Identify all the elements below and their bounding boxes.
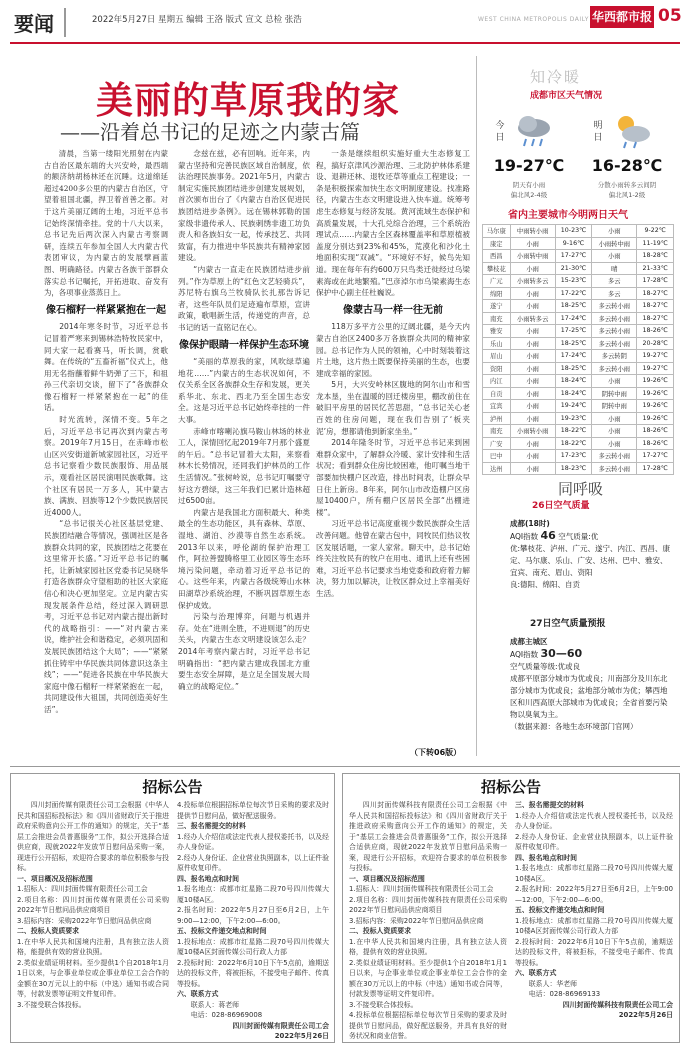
tender-signature: 2022年5月26日: [274, 1032, 329, 1040]
today-temp: 18-23℃: [555, 462, 592, 475]
city-name: 雅安: [483, 325, 511, 338]
tomorrow-weather: 小雨: [592, 437, 637, 450]
city-weather-row: [483, 400, 674, 413]
tomorrow-temp: 17-28℃: [637, 462, 674, 475]
tomorrow-temp: 19-26℃: [637, 387, 674, 400]
tomorrow-temp: 19-27℃: [637, 350, 674, 363]
tender-paragraph: 1.投标地点：成都市红星路二段70号四川传媒大厦10楼A区封面传媒公司行政人力部: [177, 937, 329, 956]
tender-paragraph: 2.经办人身份证、企业营业执照副本，以上证件验原件收复印件。: [177, 853, 329, 872]
today-weather: 小雨: [510, 262, 555, 275]
today-weather: 小雨转多云: [510, 275, 555, 288]
tender-paragraph: 1.报名地点：成都市红星路二段70号四川传媒大厦10楼A区。: [177, 885, 329, 904]
today-weather: 小雨: [510, 362, 555, 375]
tender-paragraph: 2.投标时间：2022年6月10日下午5点前，逾期送达的投标文件，将被拒标，不接受电子邮件、传真等投标。: [177, 958, 329, 988]
today-temp: 17-22℃: [555, 287, 592, 300]
page-number: 05: [658, 6, 682, 26]
tomorrow-label: 明日: [593, 121, 603, 143]
city-weather-row: [483, 362, 674, 375]
tender-section-heading: 三、报名需提交的材料: [177, 822, 246, 830]
tender-section-heading: 二、投标人资质要求: [17, 927, 80, 935]
tender-section-heading: 一、项目概况及招标范围: [349, 874, 425, 883]
today-temp: 18-25℃: [555, 362, 592, 375]
tender-section-heading: 六、联系方式: [515, 969, 557, 977]
aqi-label: AQI指数: [510, 532, 539, 541]
today-weather: 小雨: [510, 412, 555, 425]
city-weather-row: [483, 250, 674, 263]
tender-paragraph: 电话：028-86969008: [190, 1011, 263, 1019]
today-weather: 小雨: [510, 287, 555, 300]
tender-paragraph: 1.在中华人民共和国境内注册，具有独立法人资格，能提供有效的营业执照。: [17, 937, 169, 956]
city-weather-row: [483, 387, 674, 400]
tomorrow-weather: 多云转阴: [592, 350, 637, 363]
tomorrow-temp: 18-27℃: [637, 300, 674, 313]
air-quality-forecast: [510, 636, 674, 733]
city-name: 马尔康: [483, 225, 511, 238]
today-temp: 17-25℃: [555, 325, 592, 338]
tender-column: [177, 800, 329, 1042]
tender-paragraph: 联系人：蒋老师: [190, 1000, 240, 1009]
city-weather-row: [483, 300, 674, 313]
tomorrow-temp: 18-26℃: [637, 325, 674, 338]
tomorrow-temp: 20-28℃: [637, 337, 674, 350]
tender-paragraph: 4.投标单位根据招标单位每次节日采购的要求及时提供节日慰问品，做好配送服务。: [177, 801, 329, 820]
tomorrow-weather: 多云转小雨: [592, 462, 637, 475]
today-weather: 小雨: [510, 387, 555, 400]
air-title: 同呼吸: [558, 480, 604, 498]
tender-section-heading: 二、投标人资质要求: [349, 927, 412, 935]
today-weather: 小雨: [510, 450, 555, 463]
city-weather-row: [483, 437, 674, 450]
today-temp: 18-22℃: [555, 425, 592, 438]
tomorrow-weather: 小雨转中雨: [592, 237, 637, 250]
today-temp: 18-25℃: [555, 337, 592, 350]
paragraph: 一条是继续组织实施好重大生态修复工程，搞好京津风沙源治理、三北防护林体系建设、退耕还林、退牧还草等重点工程建设；一条是积极探索加快生态文明制度建设。找准路径，内蒙古生态文明建设进入快车道。统筹考虑生态修复与经济发展。黄河流域生态保护和高质量发展，十大孔兑综合治理，三个系统治理试点……内蒙古全区森林覆盖率和草原植被盖度分别达到23%和45%，荒漠化和沙化土地面积实现“双减”。“环境好不好，候鸟先知道。现在每年有约600万只鸟类迁徙经过乌梁素海或在此地繁殖。”巴彦淖尔市乌梁素海生态保护中心副主任杜巍说。: [316, 149, 470, 298]
city-name: 内江: [483, 375, 511, 388]
paragraph: 习近平总书记高度重视少数民族群众生活改善问题。他曾在蒙古包中，同牧民们热议牧区发展话题，一家人家常。聊天中，总书记始终关注牧民有的牧户在用电、通讯上还有些困难，习近平总书记要求当地党委和政府着力解决，努力加以解决，让牧区群众过上幸福美好生活。: [316, 519, 470, 598]
city-name: 乐山: [483, 337, 511, 350]
tender-paragraph: 2.经办人身份证、企业营业执照副本，以上证件验原件收复印件。: [515, 832, 673, 851]
today-weather: 小雨转小雨: [510, 425, 555, 438]
tomorrow-temp: 21-33℃: [637, 262, 674, 275]
today-temp: 17-24℃: [555, 312, 592, 325]
tender-section-heading: 四、报名地点和时间: [515, 853, 578, 862]
tender-signature: 四川封面传媒有限责任公司工会: [232, 1021, 329, 1030]
air-good-cities: 良:德阳、绵阳、自贡: [510, 580, 581, 589]
tomorrow-weather: 多云: [592, 275, 637, 288]
air-city: 成都(18时): [510, 519, 550, 528]
tomorrow-temp: 18-28℃: [637, 250, 674, 263]
tender-paragraph: 1.经办人介绍信或法定代表人授权委托书，以及经办人身份证。: [177, 832, 329, 851]
tender-section-heading: 三、报名需提交的材料: [515, 801, 584, 809]
tender-signature: 2022年5月26日: [618, 1011, 673, 1019]
city-weather-row: [483, 262, 674, 275]
city-weather-row: [483, 337, 674, 350]
city-name: 广元: [483, 275, 511, 288]
tomorrow-weather: 小雨: [592, 412, 637, 425]
today-wind: 偏北风2-4级: [510, 191, 548, 199]
paragraph: 内蒙古是我国北方面积最大、种类最全的生态功能区，具有森林、草原、湿地、湖泊、沙漠等自然生态系统。2013年以来，呼伦湖的保护治理工作，阿拉善盟腾格里工业园区等生态环境污染问题，牵动着习近平总书记的心。这些年来，内蒙古各级统筹山水林田湖草沙系统治理，不断巩固草原生态保护成效。: [178, 507, 310, 610]
air-excellent-cities: 优:攀枝花、泸州、广元、遂宁、内江、西昌、康定、马尔康、乐山、广安、达州、巴中、雅安、宜宾、南充、眉山、资阳: [510, 544, 671, 577]
weather-title: 知冷暖: [530, 68, 582, 86]
tomorrow-weather: 阴转中雨: [592, 400, 637, 413]
tender-notice-right: [342, 773, 680, 1043]
issue-meta: 2022年5月27日 星期五 编辑 王洛 版式 宣文 总检 张浩: [92, 15, 302, 25]
tomorrow-wind: 偏北风1-2级: [608, 191, 646, 199]
paragraph: 5月，大兴安岭林区腹地的阿尔山市和雪龙本垦，坐在温暖的回迁楼房里，棚改前住在破旧平房里的居民忆苦思甜，“总书记关心老百姓的住房问题，现在我们告别了‘板夹泥’房，想都请他到新家坐坐。”: [316, 380, 470, 436]
forecast-aqi-label: AQI指数: [510, 650, 539, 659]
english-masthead: WEST CHINA METROPOLIS DAILY: [478, 16, 589, 23]
tender-notice-left: [10, 773, 335, 1043]
today-temp: 18-24℃: [555, 387, 592, 400]
cities-weather-title: 省内主要城市今明两日天气: [508, 210, 628, 221]
section-name: 要闻: [14, 8, 66, 37]
data-source: （数据来源：各地生态环境部门官网）: [510, 722, 638, 731]
tender-section-heading: 一、项目概况及招标范围: [17, 874, 93, 883]
tomorrow-temp: 17-27℃: [637, 450, 674, 463]
city-name: 宜宾: [483, 400, 511, 413]
tender-section-heading: 六、联系方式: [177, 990, 219, 998]
city-name: 康定: [483, 237, 511, 250]
air-quality-today: [510, 518, 674, 591]
today-temp: 21-30℃: [555, 262, 592, 275]
tomorrow-temp: 18-27℃: [637, 312, 674, 325]
sun-cloud-icon: [612, 112, 652, 150]
city-weather-row: [483, 237, 674, 250]
city-weather-row: [483, 312, 674, 325]
newspaper-logo: 华西都市报: [590, 6, 654, 28]
today-weather: 小雨: [510, 237, 555, 250]
tender-paragraph: 1.招标人：四川封面传媒有限责任公司工会: [17, 885, 148, 893]
today-weather: 小雨: [510, 300, 555, 313]
continued-note: （下转06版）: [410, 748, 462, 757]
forecast-title: 27日空气质量预报: [530, 619, 606, 629]
tomorrow-temp: 18-26℃: [637, 437, 674, 450]
tender-paragraph: 四川封面传媒有限责任公司工会根据《中华人民共和国招标投标法》和《四川省财政厅关于推进政府采购意向公开工作的通知》的规定，关于“基层工会推进会员普惠服务”工作，拟公开选择合适供应商，现就2022年发放节日慰问品采购一案，现进行公开招标，欢迎符合要求的单位积极参与投标。: [17, 801, 169, 872]
column-divider: [476, 56, 477, 756]
tender-paragraph: 2.类似业绩证明材料。至少提供1个自2018年1月1日以来，与企事业单位或企事业单位工会合作的金额在30万元以上的中标（中选）通知书或合同等，付款发票等证明文件复印件。: [349, 958, 507, 998]
today-temp: 17-27℃: [555, 250, 592, 263]
paragraph: “总书记很关心社区基层党建、民族团结融合等情况，强调社区是各族群众共同的家，民族团结之花要在这里常开长盛。”习近平总书记的嘱托，让新城家园社区党委书记吴晓华打造各族群众守望相助的社区大家庭信心和决心更加坚定。立足内蒙古实现发展条件总结，经过深入调研思考，习近平总书记对内蒙古提出新时代的战略指引：——“对内蒙古来说，维护社会和谐稳定，必须巩固和发展民族团结这个大局”；——“紧紧抓住铸牢中华民族共同体意识这条主线”；——“促进各民族在中华民族大家庭中像石榴籽一样紧紧抱在一起，共同建设伟大祖国，共同创造美好生活”。: [44, 519, 168, 714]
tender-paragraph: 联系人：华老师: [528, 979, 578, 988]
today-weather: 小雨: [510, 400, 555, 413]
city-name: 南充: [483, 425, 511, 438]
today-condition: 阴天有小雨: [512, 181, 546, 189]
tender-paragraph: 2.类似业绩证明材料。至少提供1个自2018年1月1日以来，与企事业单位或企事业单位工会合作的金额在30万元以上的中标（中选）通知书或合同等，付款发票等证明文件复印件。: [17, 958, 169, 998]
today-temp: 18-25℃: [555, 300, 592, 313]
tender-paragraph: 1.报名地点：成都市红星路二段70号四川传媒大厦10楼A区。: [515, 864, 673, 883]
paragraph: 污染与治理博弈，问题与机遇并存。处在“进则全胜，不进则退”的历史关头，内蒙古生态文明建设该怎么走？2014年考察内蒙古时，习近平总书记明确指出：“把内蒙古建成我国北方重要生态安全屏障，是立足全国发展大局确立的战略定位。”: [178, 612, 310, 691]
tender-paragraph: 1.投标地点：成都市红星路二段70号四川传媒大厦10楼A区封面传媒公司行政人力部: [515, 916, 673, 935]
tender-paragraph: 2.项目名称：四川封面传媒科技有限责任公司采购2022年节日慰问品供应商项目: [349, 895, 507, 914]
tomorrow-weather: 小雨: [592, 375, 637, 388]
section-heading: 像保护眼睛一样保护生态环境: [179, 339, 309, 351]
section-heading: 像蒙古马一样一往无前: [343, 304, 443, 316]
tomorrow-temp: 19-26℃: [637, 375, 674, 388]
tomorrow-weather: 小雨: [592, 250, 637, 263]
today-weather: 小雨转多云: [510, 312, 555, 325]
air-banner: 26日空气质量: [532, 501, 590, 511]
air-grade: 空气质量:优: [558, 532, 599, 541]
today-temp: 19-23℃: [555, 412, 592, 425]
city-weather-row: [483, 412, 674, 425]
tender-section-heading: 四、报名地点和时间: [177, 874, 240, 883]
tender-paragraph: 2.投标时间：2022年6月10日下午5点前，逾期送达的投标文件，将被拒标，不接受电子邮件、传真等投标。: [515, 937, 673, 967]
article-column-1: [44, 148, 168, 758]
tomorrow-temp: 19-27℃: [637, 362, 674, 375]
tender-paragraph: 1.招标人：四川封面传媒科技有限责任公司工会: [349, 885, 494, 893]
article-column-2: [178, 148, 310, 758]
tender-paragraph: 1.在中华人民共和国境内注册，具有独立法人资格，提供有效的营业执照。: [349, 937, 507, 956]
city-name: 资阳: [483, 362, 511, 375]
tender-section-heading: 五、投标文件递交地点和时间: [515, 906, 605, 914]
tender-signature: 四川封面传媒科技有限责任公司工会: [562, 1000, 673, 1009]
tender-title: 招标公告: [480, 778, 541, 796]
city-name: 西昌: [483, 250, 511, 263]
today-weather: 小雨: [510, 337, 555, 350]
tomorrow-condition: 分散小雨转多云间阴: [597, 181, 657, 189]
tomorrow-temp: 11-19℃: [637, 237, 674, 250]
city-weather-row: [483, 350, 674, 363]
cities-weather-table: [482, 224, 674, 475]
city-name: 遂宁: [483, 300, 511, 313]
tender-paragraph: 1.经办人介绍信或法定代表人授权委托书，以及经办人身份证。: [515, 811, 673, 830]
today-temp: 18-24℃: [555, 375, 592, 388]
city-name: 达州: [483, 462, 511, 475]
tomorrow-temp: 19-26℃: [637, 412, 674, 425]
tender-paragraph: 3.招标内容：采购2022年节日慰问品供应商: [349, 916, 484, 925]
tender-paragraph: 四川封面传媒科技有限责任公司工会根据《中华人民共和国招标投标法》和《四川省财政厅关于推进政府采购意向公开工作的通知》的规定，关于“基层工会推进会员普惠服务”工作，拟公开选择合适供应商，现就2022年发放节日慰问品采购一案，现进行公开招标，欢迎符合要求的单位积极参与投标。: [349, 801, 507, 872]
forecast-city: 成都主城区: [510, 637, 548, 646]
today-weather: 小雨: [510, 462, 555, 475]
page-header: [0, 0, 690, 44]
tomorrow-weather: 小雨: [592, 225, 637, 238]
city-name: 绵阳: [483, 287, 511, 300]
weather-subtitle: 成都市区天气情况: [530, 91, 603, 101]
forecast-aqi-value: 30—60: [540, 647, 583, 660]
tomorrow-weather: 小雨: [592, 425, 637, 438]
tender-section-heading: 五、投标文件递交地点和时间: [177, 927, 267, 935]
tender-title: 招标公告: [142, 778, 203, 796]
tomorrow-temp: 18-26℃: [637, 425, 674, 438]
today-temp: 15-23℃: [555, 275, 592, 288]
tomorrow-temperature: 16-28℃: [591, 156, 663, 175]
today-temp: 9-16℃: [555, 237, 592, 250]
paragraph: 2014年隆冬时节，习近平总书记来到困难群众家中，了解群众冷暖、家计安排和生活状况；看到群众住房比较困难，他叮嘱当地干部要加快棚户区改造，排出时间表，让群众早日住上新房。8年来，阿尔山市改造棚户区房屋10400户，所有棚户区居民全部“出棚进楼”。: [316, 438, 470, 517]
city-weather-row: [483, 287, 674, 300]
tomorrow-weather: 多云转小雨: [592, 312, 637, 325]
paragraph: “美丽的草原我的家，风吹绿草遍地花……”内蒙古的生态状况如何，不仅关系全区各族群众生存和发展，更关系华北、东北、西北乃至全国生态安全。这是习近平总书记始终牵挂的一件大事。: [178, 357, 310, 425]
today-temp: 19-24℃: [555, 400, 592, 413]
tomorrow-weather: 晴: [592, 262, 637, 275]
section-divider: [10, 766, 680, 767]
city-name: 攀枝花: [483, 262, 511, 275]
forecast-grade: 空气质量等级:优或良: [510, 662, 581, 671]
tender-paragraph: 4.投标单位根据招标单位每次节日采购的要求及时提供节日慰问品，做好配送服务，并具有良好的财务状况和商业信誉。: [349, 1011, 507, 1040]
tomorrow-weather: 多云转小雨: [592, 450, 637, 463]
article-column-3: [316, 148, 470, 758]
tender-paragraph: 2.报名时间：2022年5月27日至6月2日，上午9:00—12:00，下午2:00—6:00。: [177, 906, 329, 925]
paragraph: 念兹在兹，必有回响。近年来，内蒙古坚持和完善民族区域自治制度，依法治理民族事务。2021年5月，内蒙古制定实施民族团结进步创建发展规划，首次颁布出台了《内蒙古自治区促进民族团结进步条例》。远在锡林郭勒的国家级非遗传承人、民族刺绣非遗工坊负责人和各族妇女一起，传承技艺、共同致富，有力推进中华民族共有精神家园建设。: [178, 149, 310, 263]
city-name: 泸州: [483, 412, 511, 425]
today-temp: 17-24℃: [555, 350, 592, 363]
header-rule: [10, 42, 680, 44]
tomorrow-temp: 19-26℃: [637, 400, 674, 413]
paragraph: 时光流转，深情不变。5年之后，习近平总书记再次到内蒙古考察。2019年7月15日，在赤峰市松山区兴安街道新城家园社区，习近平总书记察看少数民族服饰、用品展示，观看社区居民演唱民族歌舞。这个社区有居民一万多人，其中蒙古族、满族、回族等12个少数民族居民近4000人。: [44, 415, 168, 517]
city-name: 广安: [483, 437, 511, 450]
today-label: 今日: [495, 121, 505, 143]
weather-sidebar: [480, 56, 676, 774]
tender-paragraph: 3.不接受联合体投标。: [349, 1000, 418, 1009]
forecast-notes: 成都平原部分城市为优或良；川南部分及川东北部分城市为优或良；盆地部分城市为优；攀西地区和川西高原大部城市为优或良；全省首要污染物以臭氧为主。: [510, 674, 668, 719]
city-weather-row: [483, 325, 674, 338]
paragraph: 118万多平方公里的辽阔北疆，是今天内蒙古自治区2400多万各族群众共同的精神家园。总书记作为人民的领袖，心中时刻装着这片土地，这片热土既要保持美丽的生态，也要建成幸福的家园。: [316, 322, 470, 378]
tender-column: [349, 800, 507, 1042]
tender-paragraph: 3.不接受联合体投标。: [17, 1000, 86, 1009]
article-headline: 美丽的草原我的家: [96, 78, 400, 122]
today-weather: 小雨: [510, 437, 555, 450]
tomorrow-temp: 9-22℃: [637, 225, 674, 238]
today-weather: 小雨转中雨: [510, 250, 555, 263]
tomorrow-weather: 多云转小雨: [592, 362, 637, 375]
today-weather: 小雨: [510, 325, 555, 338]
city-weather-row: [483, 225, 674, 238]
paragraph: “内蒙古一直走在民族团结进步前列。”作为草原上的“红色文艺轻骑兵”，苏尼特右旗乌兰牧骑队长扎那告诉记者，这些年队员们足迹遍布草原，宣讲政策，歌唱新生活，传递党的声音，总书记的话一直铭记在心。: [178, 264, 310, 332]
today-temp: 10-23℃: [555, 225, 592, 238]
paragraph: 赤峰市喀喇沁旗马鞍山林场的林业工人，深情回忆起2019年7月那个盛夏的午后。“总书记冒着大太阳，来察看林木长势情况，还同我们护林员的工作生活情况。”张树岭说，总书记叮嘱要守好这方碧绿，这三年我们已累计造林超过6500亩。: [178, 426, 310, 506]
tomorrow-weather: 多云转小雨: [592, 337, 637, 350]
today-weather: 中雨转小雨: [510, 225, 555, 238]
tomorrow-weather: 多云: [592, 287, 637, 300]
city-weather-row: [483, 462, 674, 475]
city-weather-row: [483, 425, 674, 438]
tomorrow-weather: 阴转中雨: [592, 387, 637, 400]
city-name: 眉山: [483, 350, 511, 363]
tomorrow-weather: 多云转小雨: [592, 300, 637, 313]
city-name: 巴中: [483, 450, 511, 463]
tomorrow-temp: 18-27℃: [637, 287, 674, 300]
tender-paragraph: 电话：028-86969133: [528, 990, 601, 998]
city-weather-row: [483, 450, 674, 463]
today-weather: 小雨: [510, 375, 555, 388]
city-name: 自贡: [483, 387, 511, 400]
city-name: 南充: [483, 312, 511, 325]
tender-column: [515, 800, 673, 1021]
tender-column: [17, 800, 169, 1010]
tender-paragraph: 3.招标内容：采购2022年节日慰问品供应商: [17, 916, 152, 925]
article-subheadline: ——沿着总书记的足迹之内蒙古篇: [60, 120, 360, 144]
aqi-value: 46: [540, 529, 556, 542]
tender-paragraph: 2.项目名称：四川封面传媒有限责任公司采购2022年节日慰问品供应商项目: [17, 895, 169, 914]
section-heading: 像石榴籽一样紧紧抱在一起: [46, 304, 166, 316]
city-weather-row: [483, 375, 674, 388]
rain-cloud-icon: [514, 112, 554, 150]
paragraph: 2014年寒冬时节，习近平总书记冒着严寒来到锡林浩特牧民家中，同大家一起看赛马，听长调，赏歌舞。在传统的“五畜祈福”仪式上，他用无名指蘸着鲜牛奶弹了三下，和祖孙三代亲切交谈，留下了“各族群众像石榴籽一样紧紧抱在一起”的佳话。: [44, 322, 168, 413]
tomorrow-weather: 多云转小雨: [592, 325, 637, 338]
city-weather-row: [483, 275, 674, 288]
today-temp: 17-23℃: [555, 450, 592, 463]
article-intro: 清晨，当第一缕阳光照射在内蒙古自治区最东端的大兴安岭，最西端的额济纳胡杨林还在沉睡。这道绵延超过4200多公里的内蒙古自治区，守望着祖国北疆，捍卫着首善之都。对于这片美丽辽阔的土地，习近平总书记始终深情牵挂。党的十八大以来，总书记先后两次深入内蒙古考察调研，连续五年参加全国人大内蒙古代表团审议，为内蒙古的发展擘画蓝图、明确路径。内蒙古各族干部群众落实总书记嘱托，开拓进取、奋发有为，各项事业蒸蒸日上。: [44, 149, 168, 298]
today-temp: 18-22℃: [555, 437, 592, 450]
tender-paragraph: 2.报名时间：2022年5月27日至6月2日，上午9:00—12:00，下午2:00—6:00。: [515, 885, 673, 904]
today-temperature: 19-27℃: [493, 156, 565, 175]
today-weather: 小雨: [510, 350, 555, 363]
tomorrow-temp: 17-28℃: [637, 275, 674, 288]
